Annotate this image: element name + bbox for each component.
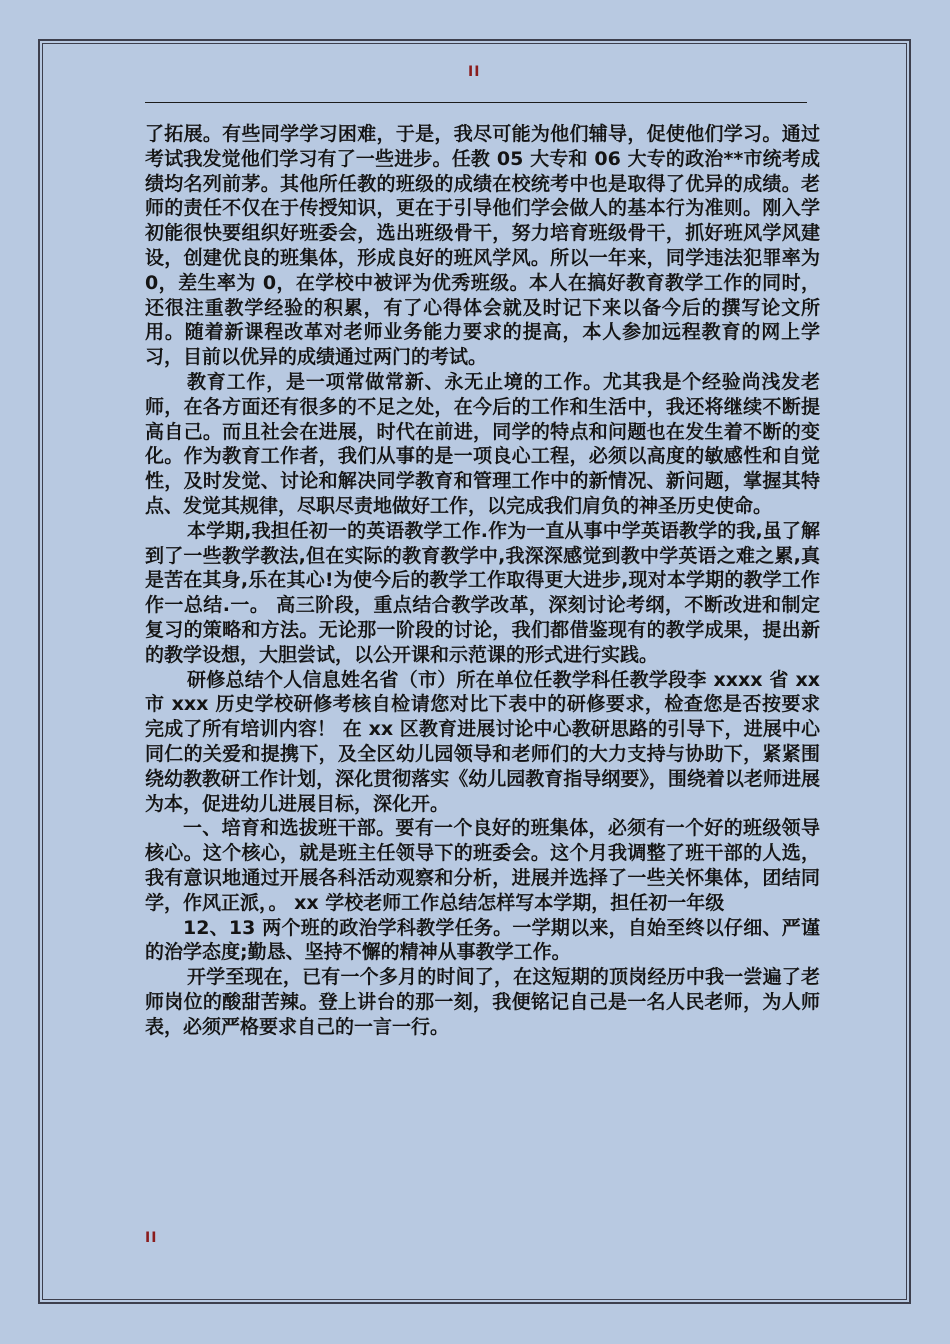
paragraph-6: 12、13 两个班的政治学科教学任务。一学期以来，自始至终以仔细、严谨的治学态度;勤恳、坚持不懈的精神从事教学工作。 xyxy=(145,916,820,964)
paragraph-2: 教育工作，是一项常做常新、永无止境的工作。尤其我是个经验尚浅发老师，在各方面还有很多的不足之处，在今后的工作和生活中，我还将继续不断提高自己。而且社会在进展，时代在前进，同学的特点和问题也在发生着不断的变化。作为教育工作者，我们从事的是一项良心工程，必须以高度的敏感性和自觉性，及时发觉、讨论和解决同学教育和管理工作中的新情况、新问题，掌握其特点、发觉其规律，尽职尽责地做好工作，以完成我们肩负的神圣历史使命。 xyxy=(145,370,820,517)
header-mark: II xyxy=(468,64,481,80)
paragraph-7: 开学至现在，已有一个多月的时间了，在这短期的顶岗经历中我一尝遍了老师岗位的酸甜苦辣。登上讲台的那一刻，我便铭记自己是一名人民老师，为人师表，必须严格要求自己的一言一行。 xyxy=(145,966,820,1038)
paragraph-1: 了拓展。有些同学学习困难，于是，我尽可能为他们辅导，促使他们学习。通过考试我发觉他们学习有了一些进步。任教 05 大专和 06 大专的政治**市统考成绩均名列前茅。其他所任教的班级的成绩在校统考中也是取得了优异的成绩。老师的责任不仅在于传授知识，更在于引导他们学会做人的基本行为准则。刚入学初能很快要组织好班委会，选出班级骨干，努力培育班级骨干，抓好班风学风建设，创建优良的班集体，形成良好的班风学风。所以一年来，同学违法犯罪率为 0，差生率为 0，在学校中被评为优秀班级。本人在搞好教育教学工作的同时，还很注重教学经验的积累，有了心得体会就及时记下来以备今后的撰写论文所用。随着新课程改革对老师业务能力要求的提高，本人参加远程教育的网上学习，目前以优异的成绩通过两门的考试。 xyxy=(145,123,820,369)
document-body xyxy=(145,122,820,1039)
paragraph-3: 本学期,我担任初一的英语教学工作.作为一直从事中学英语教学的我,虽了解到了一些教学教法,但在实际的教育教学中,我深深感觉到教中学英语之难之累,真是苦在其身,乐在其心!为使今后的教学工作取得更大进步,现对本学期的教学工作作一总结.一。 高三阶段，重点结合教学改革，深刻讨论考纲，不断改进和制定复习的策略和方法。无论那一阶段的讨论，我们都借鉴现有的教学成果，提出新的教学设想，大胆尝试，以公开课和示范课的形式进行实践。 xyxy=(145,519,820,666)
header-rule xyxy=(145,102,807,103)
paragraph-4: 研修总结个人信息姓名省（市）所在单位任教学科任教学段李 xxxx 省 xx 市 xxx 历史学校研修考核自检请您对比下表中的研修要求，检查您是否按要求完成了所有培训内容！ 在 xx 区教育进展讨论中心教研思路的引导下，进展中心同仁的关爱和提携下，及全区幼儿园领导和老师们的大力支持与协助下，紧紧围绕幼教教研工作计划，深化贯彻落实《幼儿园教育指导纲要》，围绕着以老师进展为本，促进幼儿进展目标，深化开。 xyxy=(145,668,820,815)
footer-mark: II xyxy=(145,1230,158,1246)
paragraph-5: 一、培育和选拔班干部。要有一个良好的班集体，必须有一个好的班级领导核心。这个核心，就是班主任领导下的班委会。这个月我调整了班干部的人选，我有意识地通过开展各科活动观察和分析，进展并选择了一些关怀集体，团结同学，作风正派，。 xx 学校老师工作总结怎样写本学期，担任初一年级 xyxy=(145,817,820,914)
